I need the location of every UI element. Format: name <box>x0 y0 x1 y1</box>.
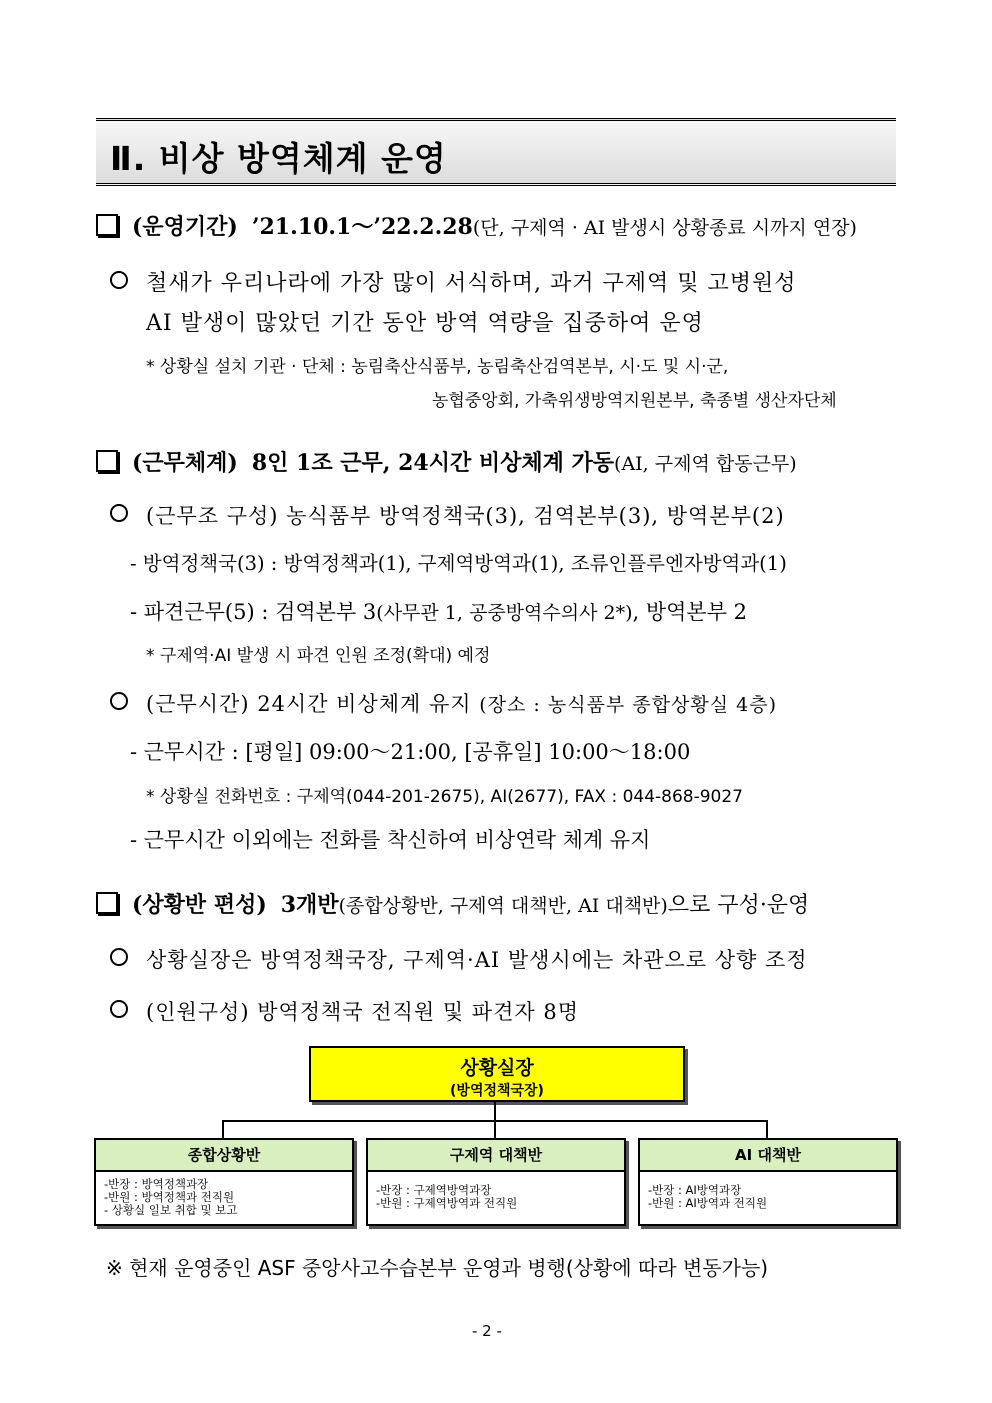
s2-label: (근무체계) <box>132 450 238 476</box>
s1-heading <box>96 210 857 241</box>
section-title: Ⅱ. 비상 방역체계 운영 <box>110 139 447 178</box>
circle-bullet-icon <box>110 692 128 710</box>
s2-dash2 <box>130 596 747 626</box>
s2-bullet2-paren: (장소 : 농식품부 종합상황실 4층) <box>479 694 777 716</box>
org-connector-right <box>766 1120 768 1138</box>
org-team-line: -반장 : 구제역방역과장 <box>376 1183 492 1197</box>
checkbox-square-icon <box>96 214 118 236</box>
org-team-line: -반원 : AI방역과 전직원 <box>648 1196 768 1210</box>
s1-note-line2: 농협중앙회, 가축위생방역지원본부, 축종별 생산자단체 <box>432 391 837 411</box>
s3-paren: (종합상황반, 구제역 대책반, AI 대책반) <box>338 895 668 917</box>
s2-dash2-tail: , 방역본부 2 <box>632 600 748 624</box>
section-title-bar <box>96 118 896 186</box>
s3-heading <box>96 888 809 919</box>
s1-bullet1-line1 <box>110 266 797 297</box>
s2-bullet2-main: (근무시간) 24시간 비상체계 유지 <box>146 692 472 716</box>
s1-period: ’21.10.1～’22.2.28 <box>251 214 473 240</box>
s2-paren: (AI, 구제역 합동근무) <box>614 453 797 475</box>
circle-bullet-icon <box>110 504 128 522</box>
s2-bullet2 <box>110 688 777 718</box>
s1-paren: (단, 구제역 · AI 발생시 상황종료 시까지 연장) <box>472 217 857 239</box>
s2-headline: 8인 1조 근무, 24시간 비상체계 가동 <box>251 450 615 476</box>
s2-dash3: - 근무시간 : [평일] 09:00～21:00, [공휴일] 10:00～18:00 <box>130 740 691 764</box>
org-team-ai <box>638 1138 898 1226</box>
org-team-line: - 상황실 일보 취합 및 보고 <box>104 1203 238 1217</box>
checkbox-square-icon <box>96 892 118 914</box>
s1-note-line1: * 상황실 설치 기관 · 단체 : 농림축산식품부, 농림축산검역본부, 시·도 및 시·군, <box>146 357 729 377</box>
s2-dash2-main: - 파견근무(5) : 검역본부 3 <box>130 600 377 624</box>
s2-heading <box>96 446 797 477</box>
org-team-line: -반원 : 방역정책과 전직원 <box>104 1190 235 1204</box>
org-chief-box <box>309 1046 685 1102</box>
s2-dash1: - 방역정책국(3) : 방역정책과(1), 구제역방역과(1), 조류인플루엔자방역과(1) <box>130 552 787 575</box>
s3-bullet1 <box>110 944 808 974</box>
org-team-line: -반원 : 구제역방역과 전직원 <box>376 1196 518 1210</box>
s3-label: (상황반 편성) <box>132 892 267 918</box>
s3-bullet2-text: (인원구성) 방역정책국 전직원 및 파견자 8명 <box>146 1000 579 1024</box>
s2-bullet1 <box>110 500 785 530</box>
checkbox-square-icon <box>96 450 118 472</box>
org-chief-title: 상황실장 <box>460 1057 534 1079</box>
org-connector-left <box>222 1120 224 1138</box>
org-team-line: -반장 : AI방역과장 <box>648 1183 742 1197</box>
page-number: - 2 - <box>472 1322 502 1340</box>
s2-dash4: - 근무시간 이외에는 전화를 착신하여 비상연락 체계 유지 <box>130 828 651 852</box>
circle-bullet-icon <box>110 271 128 289</box>
s1-bullet1-text1: 철새가 우리나라에 가장 많이 서식하며, 과거 구제역 및 고병원성 <box>146 271 797 296</box>
s3-bullet1-text: 상황실장은 방역정책국장, 구제역·AI 발생시에는 차관으로 상향 조정 <box>146 948 808 972</box>
org-team-name: AI 대책반 <box>640 1140 896 1172</box>
org-team-name: 종합상황반 <box>96 1140 352 1172</box>
s2-note1: * 구제역·AI 발생 시 파견 인원 조정(확대) 예정 <box>146 646 491 666</box>
circle-bullet-icon <box>110 948 128 966</box>
s1-label: (운영기간) <box>132 214 238 240</box>
s3-tail: 으로 구성·운영 <box>667 893 810 918</box>
circle-bullet-icon <box>110 1000 128 1018</box>
org-connector-horizontal <box>222 1120 768 1122</box>
footnote: ※ 현재 운영중인 ASF 중앙사고수습본부 운영과 병행(상황에 따라 변동가능) <box>106 1256 769 1280</box>
org-team-name: 구제역 대책반 <box>368 1140 624 1172</box>
org-team-line: -반장 : 방역정책과장 <box>104 1177 209 1191</box>
org-connector-vertical <box>494 1100 496 1138</box>
s2-bullet1-text: (근무조 구성) 농식품부 방역정책국(3), 검역본부(3), 방역본부(2) <box>146 504 785 528</box>
org-team-general <box>94 1138 354 1226</box>
s3-count: 3개반 <box>280 892 339 918</box>
org-chief-sub: (방역정책국장) <box>450 1083 544 1099</box>
s1-bullet1-line2: AI 발생이 많았던 기간 동안 방역 역량을 집중하여 운영 <box>146 311 704 336</box>
s2-dash2-paren: (사무관 1, 공중방역수의사 2*) <box>376 602 633 624</box>
s2-note2: * 상황실 전화번호 : 구제역(044-201-2675), AI(2677), FAX : 044-868-9027 <box>146 787 743 807</box>
s3-bullet2 <box>110 996 579 1026</box>
org-team-fmd <box>366 1138 626 1226</box>
